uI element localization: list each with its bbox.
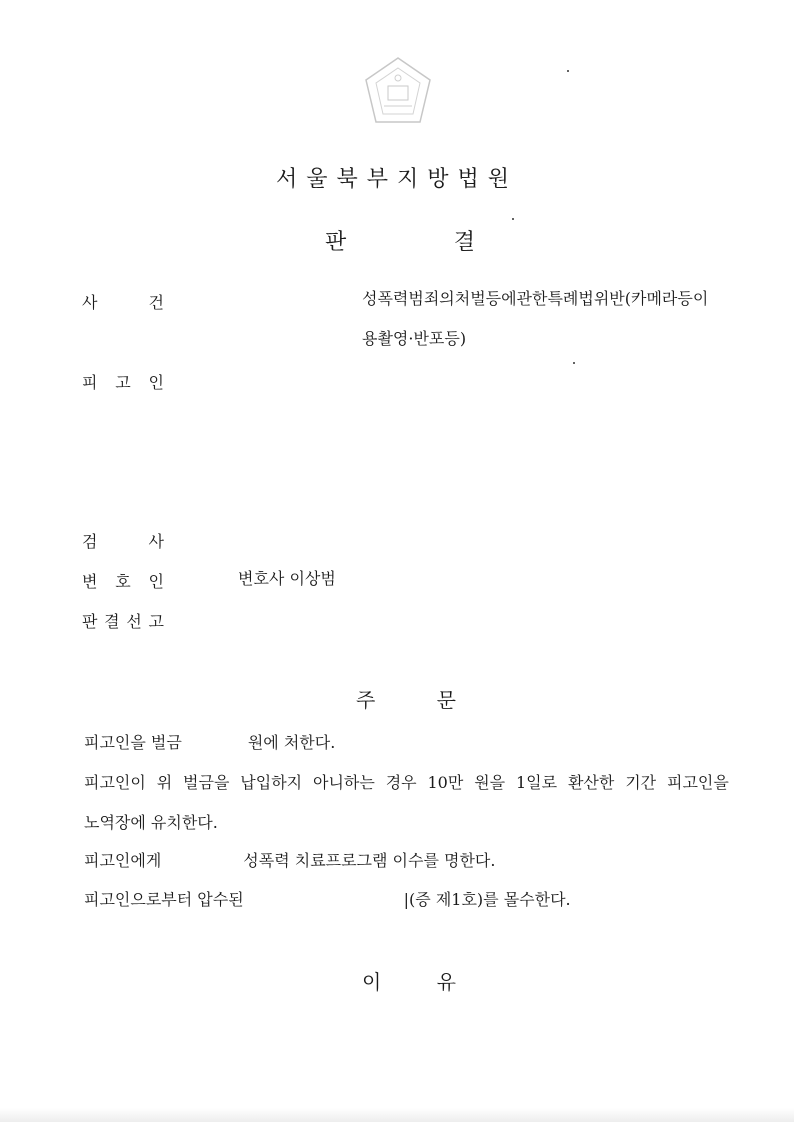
order-word: 피고인이 xyxy=(84,773,146,792)
scan-edge xyxy=(0,1108,794,1122)
case-value-line1: 성폭력범죄의처벌등에관한특례법위반(카메라등이 xyxy=(362,289,709,308)
order-word: 위 xyxy=(156,773,173,792)
counsel-label: 변 호 인 xyxy=(82,572,164,591)
prosecutor-label: 검 사 xyxy=(82,532,164,551)
court-name: 서울북부지방법원 xyxy=(275,167,519,192)
court-seal-icon xyxy=(358,52,438,132)
order-word: 납입하지 xyxy=(240,773,303,792)
order-word: 1일로 xyxy=(516,773,558,792)
order-word: 기간 xyxy=(625,773,657,792)
order-line-treatment: 피고인에게 성폭력 치료프로그램 이수를 명한다. xyxy=(84,851,496,870)
document-title-char: 판 xyxy=(325,230,347,255)
scan-speck xyxy=(573,362,575,364)
order-line-fine: 피고인을 벌금 원에 처한다. xyxy=(84,733,336,752)
order-word: 아니하는 xyxy=(313,773,375,792)
order-line-default xyxy=(84,770,729,793)
scan-speck xyxy=(567,70,569,72)
order-word: 피고인을 xyxy=(667,773,729,792)
order-word: 10만 xyxy=(427,773,464,792)
order-line-forfeiture: 피고인으로부터 압수된 |(증 제1호)를 몰수한다. xyxy=(84,890,571,909)
order-word: 벌금을 xyxy=(183,773,230,792)
verdict-date-label: 판 결 선 고 xyxy=(82,612,164,631)
document-title-char: 결 xyxy=(453,230,475,255)
order-line-workhouse: 노역장에 유치한다. xyxy=(84,813,218,832)
order-word: 경우 xyxy=(385,773,417,792)
order-heading: 주 문 xyxy=(356,688,456,712)
counsel-value: 변호사 이상범 xyxy=(238,569,336,588)
scan-speck xyxy=(512,218,514,220)
defendant-label: 피 고 인 xyxy=(82,373,164,392)
document-title xyxy=(325,225,475,256)
order-word: 환산한 xyxy=(567,773,615,792)
case-label: 사 건 xyxy=(82,293,164,312)
order-word: 원을 xyxy=(474,773,506,792)
case-value-line2: 용촬영·반포등) xyxy=(362,329,467,348)
reasons-heading: 이 유 xyxy=(362,970,456,994)
